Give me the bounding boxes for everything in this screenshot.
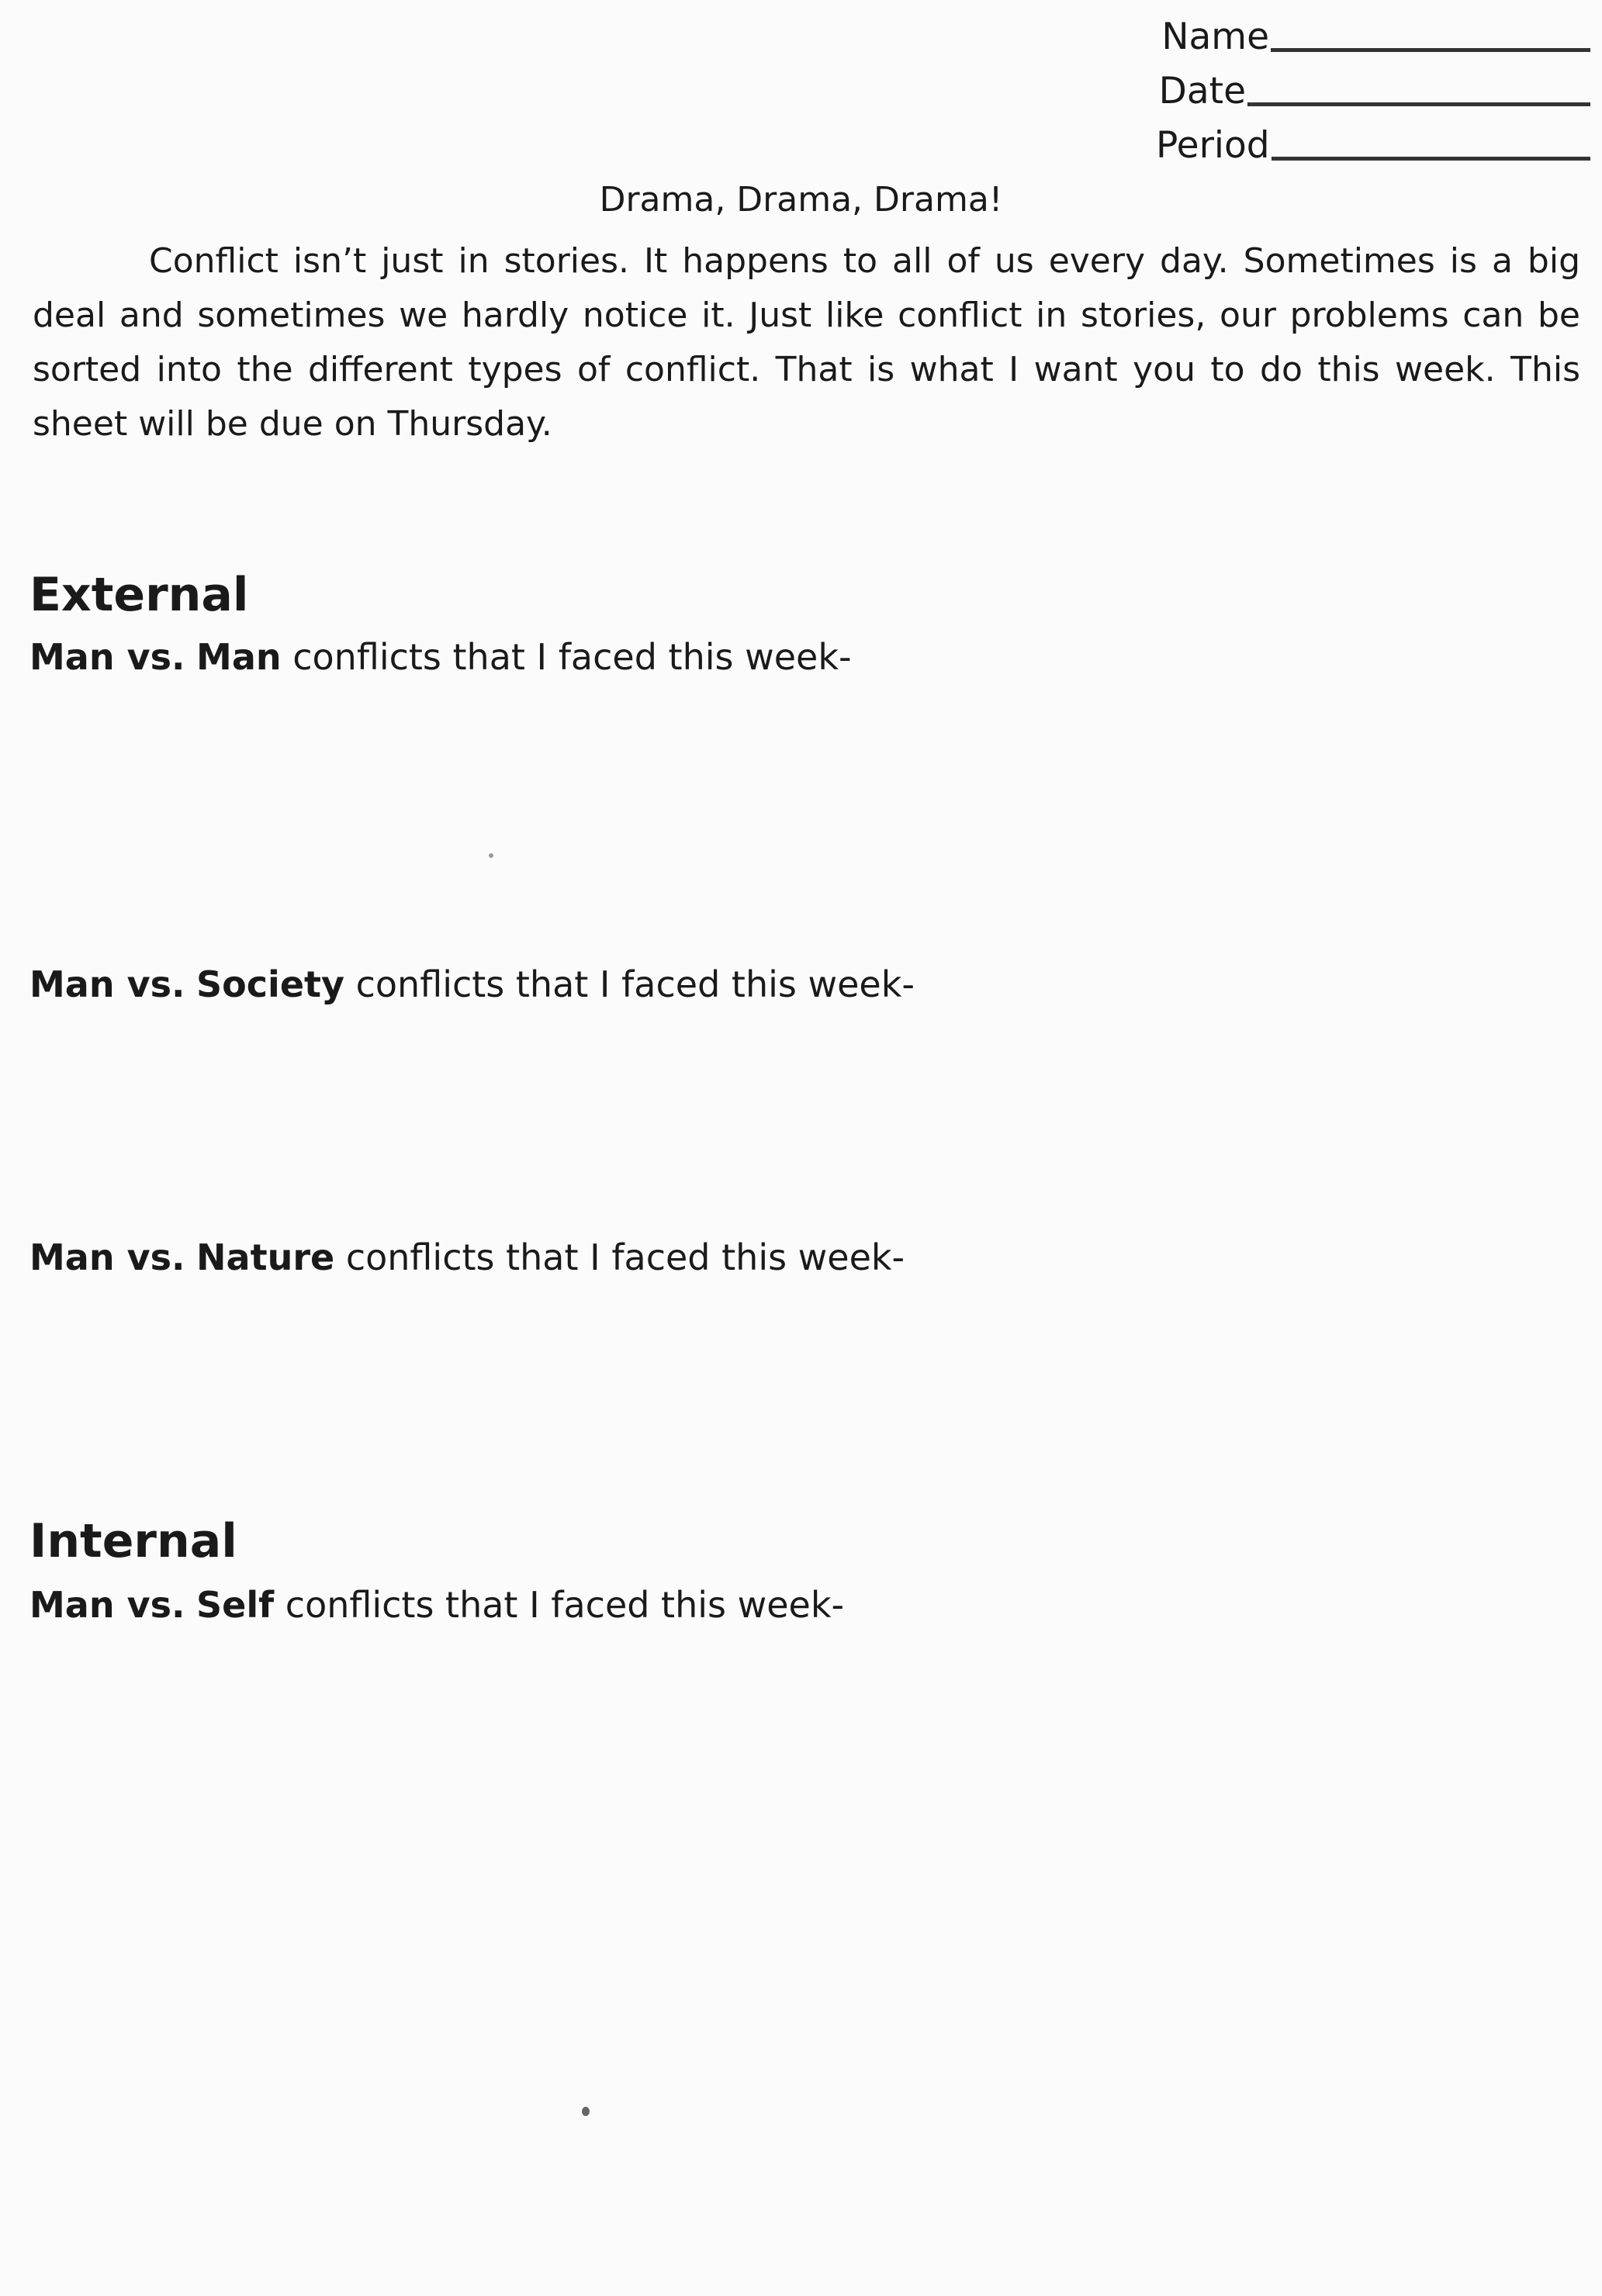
prompt-bold-type: Self [196, 1584, 275, 1626]
man-vs-society-answer-area[interactable] [29, 1018, 1573, 1243]
prompt-bold-type: Society [196, 963, 344, 1005]
man-vs-man-answer-area[interactable] [29, 690, 1573, 970]
prompt-text: conflicts that I faced this week- [292, 636, 852, 678]
scan-speck [489, 853, 493, 858]
period-blank[interactable] [1272, 156, 1590, 161]
prompt-bold: Man vs. [29, 1584, 185, 1626]
man-vs-self-answer-area[interactable] [29, 1638, 1573, 2243]
man-vs-man-prompt [29, 636, 852, 678]
scan-speck [582, 2107, 590, 2116]
internal-heading: Internal [29, 1514, 237, 1568]
intro-paragraph [33, 234, 1580, 451]
date-field[interactable] [1156, 70, 1590, 112]
man-vs-society-prompt [29, 963, 915, 1005]
prompt-text: conflicts that I faced this week- [285, 1584, 845, 1626]
name-blank[interactable] [1271, 47, 1590, 52]
date-label: Date [1158, 70, 1246, 112]
prompt-bold-type: Man [196, 636, 282, 678]
external-heading: External [29, 568, 249, 622]
name-field[interactable] [1156, 16, 1590, 58]
prompt-bold: Man vs. [29, 1236, 185, 1278]
name-label: Name [1161, 16, 1269, 58]
prompt-text: conflicts that I faced this week- [355, 963, 915, 1005]
man-vs-nature-prompt [29, 1236, 905, 1278]
date-blank[interactable] [1247, 102, 1590, 106]
man-vs-nature-answer-area[interactable] [29, 1291, 1573, 1508]
period-field[interactable] [1156, 124, 1590, 167]
prompt-bold: Man vs. [29, 636, 185, 678]
intro-text: Conflict isn’t just in stories. It happens to all of us every day. Sometimes is a big deal and sometimes we hardly notice it. Just like conflict in stories, our problems can be sorted into the different types of conflict. That is what I want you to do this week. This sheet will be due on Thursday. [33, 241, 1580, 444]
prompt-bold-type: Nature [196, 1236, 335, 1278]
prompt-text: conflicts that I faced this week- [345, 1236, 905, 1278]
period-label: Period [1156, 124, 1270, 167]
man-vs-self-prompt [29, 1584, 844, 1626]
prompt-bold: Man vs. [29, 963, 185, 1005]
worksheet-title: Drama, Drama, Drama! [599, 180, 1003, 220]
